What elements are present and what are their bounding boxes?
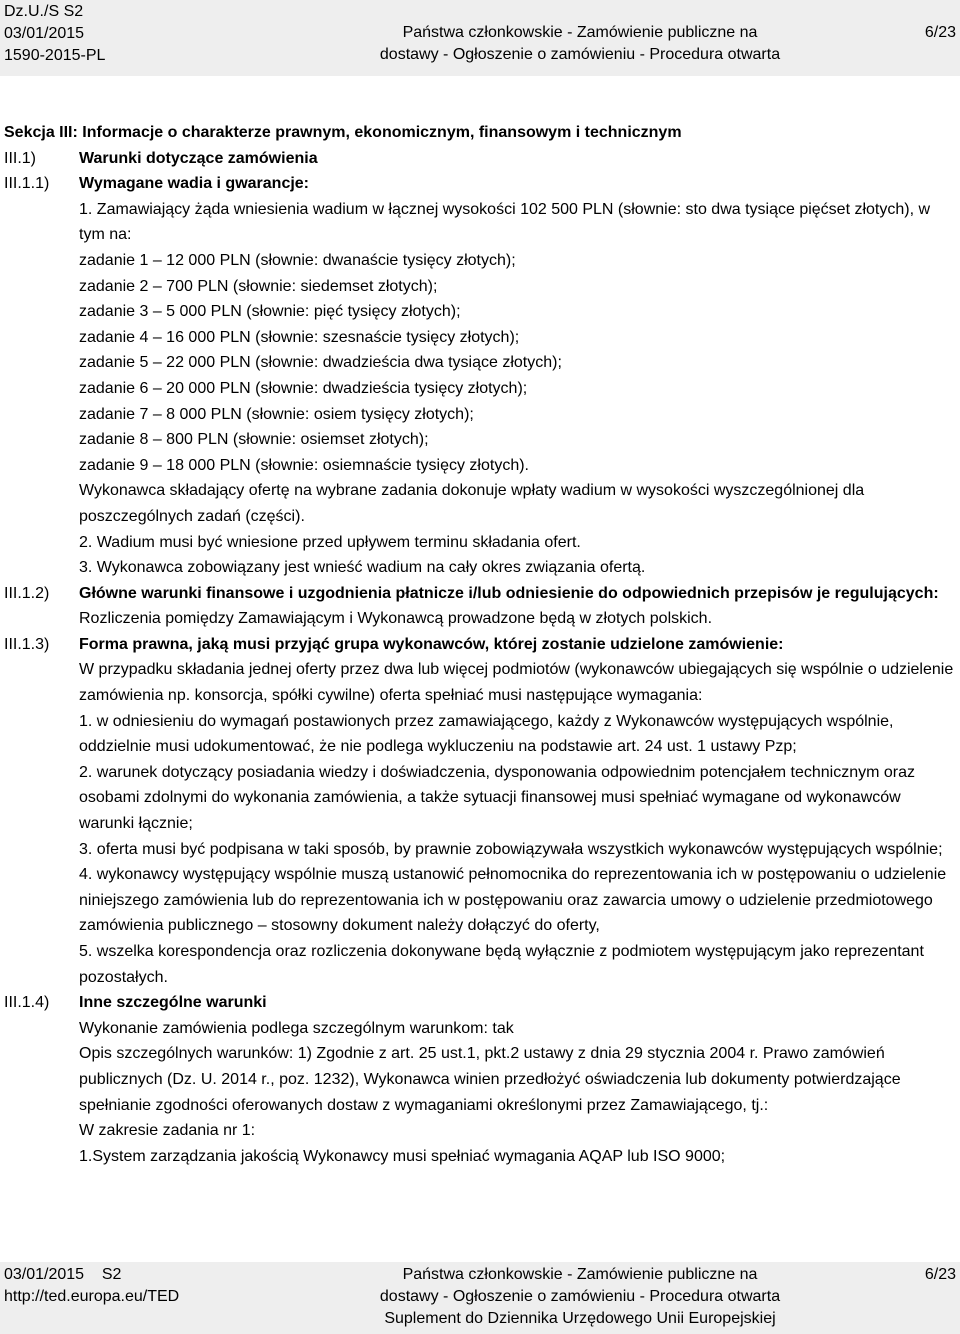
section-heading: Forma prawna, jaką musi przyjąć grupa wykonawców, której zostanie udzielone zamówienie: <box>79 635 784 653</box>
ted-link[interactable]: http://ted.europa.eu/TED <box>4 1288 180 1305</box>
publication-date: 03/01/2015 <box>4 25 85 42</box>
footer-title <box>335 1264 825 1330</box>
paragraph: 3. Wykonawca zobowiązany jest wnieść wadium na cały okres związania ofertą. <box>79 559 646 577</box>
paragraph: W przypadku składania jednej oferty przez dwa lub więcej podmiotów (wykonawców ubiegających się wspólnie o udzielenie zamówienia np. konsorcja, spółki cywilne) oferta spełniać musi następujące wymagania: <box>79 661 954 705</box>
section-iii-1-3 <box>0 632 960 990</box>
paragraph: 1. w odniesieniu do wymagań postawionych przez zamawiającego, każdy z Wykonawców występujących wspólnie, oddzielnie musi udokumentować, że nie podlega wykluczeniu na podstawie art. 24 ust. 1 ustawy Pzp; <box>79 712 894 756</box>
paragraph: zadanie 3 – 5 000 PLN (słownie: pięć tysięcy złotych); <box>79 303 461 321</box>
paragraph: W zakresie zadania nr 1: <box>79 1122 256 1140</box>
document-body <box>0 120 960 1169</box>
paragraph: Opis szczególnych warunków: 1) Zgodnie z art. 25 ust.1, pkt.2 ustawy z dnia 29 stycznia 2004 r. Prawo zamówień publicznych (Dz. U. 2014 r., poz. 1232), Wykonawca winien przedłożyć oświadczenia lub dokumenty potwierdzające spełnianie zgodności oferowanych dostaw z wymaganiami określonymi przez Zamawiającego, tj.: <box>79 1045 901 1114</box>
section-heading: Główne warunki finansowe i uzgodnienia płatnicze i/lub odniesienie do odpowiednich przepisów je regulujących: <box>79 584 939 602</box>
paragraph: zadanie 8 – 800 PLN (słownie: osiemset złotych); <box>79 431 429 449</box>
section-iii-1 <box>0 146 960 172</box>
section-iii-1-4 <box>0 990 960 1169</box>
paragraph: zadanie 5 – 22 000 PLN (słownie: dwadzieścia dwa tysiące złotych); <box>79 354 562 372</box>
paragraph: 1.System zarządzania jakością Wykonawcy musi spełniać wymagania AQAP lub ISO 9000; <box>79 1147 726 1165</box>
header-title-line-1: Państwa członkowskie - Zamówienie publiczne na <box>402 24 758 41</box>
section-heading: Wymagane wadia i gwarancje: <box>79 175 310 193</box>
section-iii-1-1 <box>0 171 960 581</box>
section-number: III.1.3) <box>4 635 50 653</box>
paragraph: 2. Wadium musi być wniesione przed upływem terminu składania ofert. <box>79 533 581 551</box>
header-title-line-2: dostawy - Ogłoszenie o zamówieniu - Procedura otwarta <box>379 46 781 63</box>
paragraph: zadanie 4 – 16 000 PLN (słownie: szesnaście tysięcy złotych); <box>79 328 520 346</box>
paragraph: 3. oferta musi być podpisana w taki sposób, by prawnie zobowiązywała wszystkich wykonawców występujących wspólnie; <box>79 840 943 858</box>
footer-page-number: 6/23 <box>924 1266 956 1283</box>
paragraph: Wykonawca składający ofertę na wybrane zadania dokonuje wpłaty wadium w wysokości wyszczególnionej dla poszczególnych zadań (części). <box>79 482 865 525</box>
section-number: III.1.1) <box>4 175 50 193</box>
paragraph: Rozliczenia pomiędzy Zamawiającym i Wykonawcą prowadzone będą w złotych polskich. <box>79 610 713 628</box>
section-number: III.1) <box>4 149 37 167</box>
paragraph: 4. wykonawcy występujący wspólnie muszą ustanowić pełnomocnika do reprezentowania ich w postępowaniu o udzielenie niniejszego zamówienia lub do reprezentowania ich w postępowaniu oraz zawarcia umowy o udzielenie przedmiotowego zamówienia publicznego – stosowny dokument należy dołączyć do oferty, <box>79 866 947 935</box>
section-heading: Inne szczególne warunki <box>79 994 267 1012</box>
section-number: III.1.4) <box>4 994 50 1012</box>
paragraph: 2. warunek dotyczący posiadania wiedzy i doświadczenia, dysponowania odpowiednim potencjałem technicznym oraz osobami zdolnymi do wykonania zamówienia, a także sytuacji finansowej musi spełniać wymagane od wykonawców warunki łącznie; <box>79 763 916 833</box>
paragraph: zadanie 7 – 8 000 PLN (słownie: osiem tysięcy złotych); <box>79 405 474 423</box>
section-heading: Warunki dotyczące zamówienia <box>79 149 318 167</box>
page-number: 6/23 <box>924 24 956 41</box>
header-left <box>4 1 105 67</box>
page-footer <box>0 1262 960 1334</box>
paragraph: 1. Zamawiający żąda wniesienia wadium w łącznej wysokości 102 500 PLN (słownie: sto dwa tysiące pięćset złotych), w tym na: <box>79 200 931 244</box>
paragraph: zadanie 2 – 700 PLN (słownie: siedemset złotych); <box>79 277 438 295</box>
section-title: Sekcja III: Informacje o charakterze prawnym, ekonomicznym, finansowym i technicznym <box>4 124 682 141</box>
footer-left <box>4 1264 179 1308</box>
section-iii-1-2 <box>0 581 960 632</box>
paragraph: zadanie 6 – 20 000 PLN (słownie: dwadzieścia tysięcy złotych); <box>79 379 528 397</box>
section-number: III.1.2) <box>4 584 50 602</box>
notice-id: 1590-2015-PL <box>4 47 106 64</box>
paragraph: zadanie 1 – 12 000 PLN (słownie: dwanaście tysięcy złotych); <box>79 251 516 269</box>
header-title <box>335 22 825 66</box>
page-header <box>0 0 960 76</box>
footer-supplement: Suplement do Dziennika Urzędowego Unii Europejskiej <box>384 1310 776 1327</box>
footer-title-line-2: dostawy - Ogłoszenie o zamówieniu - Procedura otwarta <box>379 1288 781 1305</box>
journal-ref: Dz.U./S S2 <box>4 3 84 20</box>
footer-date-series: 03/01/2015 S2 <box>4 1266 122 1283</box>
paragraph: Wykonanie zamówienia podlega szczególnym warunkom: tak <box>79 1019 514 1037</box>
footer-title-line-1: Państwa członkowskie - Zamówienie publiczne na <box>402 1266 758 1283</box>
paragraph: zadanie 9 – 18 000 PLN (słownie: osiemnaście tysięcy złotych). <box>79 456 529 474</box>
paragraph: 5. wszelka korespondencja oraz rozliczenia dokonywane będą wyłącznie z podmiotem występującym jako reprezentant pozostałych. <box>79 943 924 986</box>
